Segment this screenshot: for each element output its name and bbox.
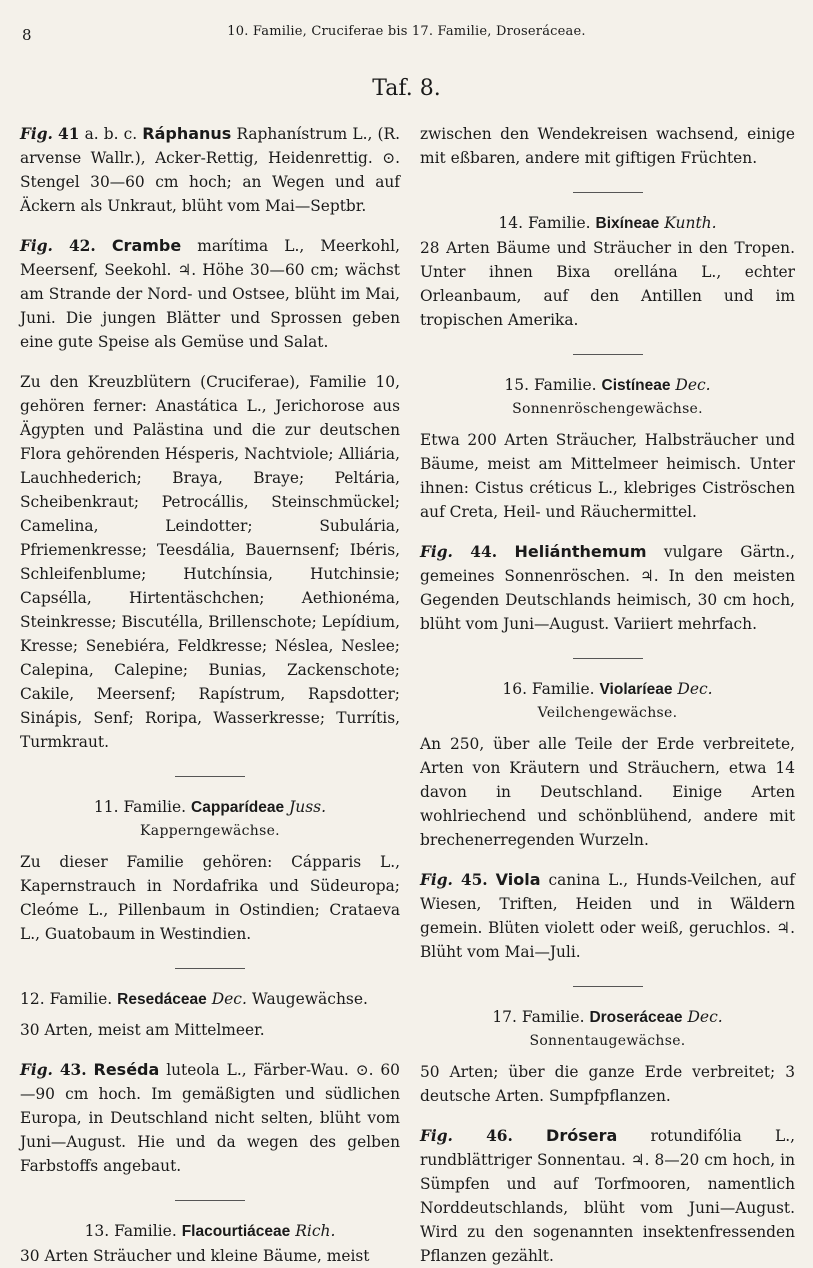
family-17-text: 50 Arten; über die ganze Erde verbreitet; 3 deutsche Arten. Sumpfpflanzen. [420, 1063, 795, 1105]
family-name: Violaríeae [599, 681, 673, 698]
fig-45-entry [420, 868, 795, 964]
genus-name: Drósera [546, 1126, 618, 1145]
family-name: Cistíneae [601, 377, 671, 394]
family-subtitle: Waugewächse. [251, 990, 368, 1008]
family-15-subtitle: Sonnenröschengewächse. [512, 401, 703, 417]
family-17-heading [420, 1005, 795, 1030]
family-author: Rich. [295, 1222, 336, 1240]
entry-text: marítima L., Meerkohl, Meersenf, Seekohl. ♃. Höhe 30—60 cm; wächst am Strande der Nord- und Ostsee, blüht im Mai, Juni. Die jungen Blätter und Sprossen geben eine gute Speise als Gemüse und Salat. [20, 237, 400, 351]
plate-title: Taf. 8. [372, 76, 441, 101]
fig-43-entry [20, 1058, 400, 1178]
entry-text: luteola L., Färber-Wau. ⊙. 60—90 cm hoch. Im gemäßigten und südlichen Europa, in Deutschland nicht selten, blüht vom Juni—August. Hie und da wegen des gelben Farbstoffs angebaut. [20, 1061, 400, 1175]
fig-label: Fig. [420, 1127, 453, 1145]
running-head: 10. Familie, Cruciferae bis 17. Familie, Droseráceae. [227, 24, 586, 39]
section-divider [175, 1200, 245, 1201]
fig-number: 45. [460, 871, 488, 889]
fig-46-entry [420, 1124, 795, 1268]
genus-name: Reséda [93, 1060, 160, 1079]
genus-name: Viola [495, 870, 541, 889]
family-number: 14. Familie. [498, 214, 591, 232]
cruciferae-paragraph: Zu den Kreuzblütern (Cruciferae), Familie 10, gehören ferner: Anastática L., Jerichorose aus Ägypten und Palästina und die zur deutschen Flora gehörenden Hésperis, Nachtviole; Alliária, Lauchhederich; Braya, Braye; Peltária, Scheibenkraut; Petrocállis, Steinschmückel; Camelina, Leindotter; Subulária, Pfriemenkresse; Teesdália, Bauernsenf; Ibéris, Schleifenblume; Hutchínsia, Hutchinsie; Capsélla, Hirtentäschchen; Aethionéma, Steinkresse; Biscutélla, Brillenschote; Lepídium, Kresse; Senebiéra, Feldkresse; Néslea, Neslee; Calepina, Calepine; Bunias, Zackenschote; Cakile, Meersenf; Rapístrum, Rapsdotter; Sinápis, Senf; Roripa, Wasserkresse; Turrítis, Turmkraut. [20, 373, 401, 751]
family-13-continuation: zwischen den Wendekreisen wachsend, einige mit eßbaren, andere mit giftigen Früchten. [420, 125, 795, 167]
family-name: Bixíneae [595, 215, 660, 232]
section-divider [175, 968, 245, 969]
right-column [420, 122, 795, 1268]
section-divider [573, 192, 643, 193]
fig-label: Fig. [420, 543, 453, 561]
family-12-text: 30 Arten, meist am Mittelmeer. [20, 1021, 265, 1039]
fig-41-entry [20, 122, 400, 218]
family-number: 17. Familie. [492, 1008, 585, 1026]
section-divider [573, 986, 643, 987]
family-16-subtitle: Veilchengewächse. [537, 705, 678, 721]
section-divider [573, 658, 643, 659]
entry-text: canina L., Hunds-Veilchen, auf Wiesen, Triften, Heiden und in Wäldern gemein. Blüten violett oder weiß, geruchlos. ♃. Blüht vom Mai—Juli. [420, 871, 795, 961]
family-name: Flacourtiáceae [181, 1223, 291, 1240]
section-divider [573, 354, 643, 355]
family-author: Dec. [687, 1008, 723, 1026]
genus-name: Crambe [111, 236, 182, 255]
family-17-subtitle: Sonnentaugewächse. [529, 1033, 686, 1049]
fig-label: Fig. [20, 125, 53, 143]
fig-number: 44. [470, 543, 498, 561]
genus-name: Ráphanus [142, 124, 232, 143]
page-number: 8 [22, 26, 32, 44]
fig-42-entry [20, 234, 400, 354]
family-16-heading [420, 677, 795, 702]
entry-text: Raphanístrum L., (R. arvense Wallr.), Acker-Rettig, Heidenrettig. ⊙. Stengel 30—60 cm hoch; an Wegen und auf Äckern als Unkraut, blüht vom Mai—Septbr. [20, 125, 400, 215]
family-author: Dec. [675, 376, 711, 394]
family-author: Juss. [289, 798, 327, 816]
family-15-heading [420, 373, 795, 398]
family-11-heading [20, 795, 400, 820]
family-number: 13. Familie. [84, 1222, 177, 1240]
family-11-text: Zu dieser Familie gehören: Cápparis L., Kapernstrauch in Nordafrika und Südeuropa; Cleóme L., Pillenbaum in Ostindien; Crataeva L., Guatobaum in Westindien. [20, 853, 400, 943]
family-number: 15. Familie. [504, 376, 597, 394]
family-name: Resedáceae [117, 991, 207, 1008]
family-14-heading [420, 211, 795, 236]
family-author: Dec. [211, 990, 247, 1008]
fig-label: Fig. [20, 237, 53, 255]
fig-number: 41 [58, 125, 80, 143]
family-12-heading [20, 987, 400, 1012]
fig-number: 43. [59, 1061, 87, 1079]
family-15-text: Etwa 200 Arten Sträucher, Halbsträucher und Bäume, meist am Mittelmeer heimisch. Unter ihnen: Cistus créticus L., klebriges Ciströschen auf Creta, Heil- und Räuchermittel. [420, 431, 795, 521]
family-11-subtitle: Kapperngewächse. [140, 823, 280, 839]
family-name: Droseráceae [589, 1009, 683, 1026]
genus-name: Heliánthemum [514, 542, 647, 561]
fig-label: Fig. [420, 871, 453, 889]
left-column [20, 122, 400, 1268]
family-author: Kunth. [664, 214, 717, 232]
fig-44-entry [420, 540, 795, 636]
family-14-text: 28 Arten Bäume und Sträucher in den Tropen. Unter ihnen Bixa orellána L., echter Orleanbaum, auf den Antillen und im tropischen Amerika. [420, 239, 795, 329]
family-16-text: An 250, über alle Teile der Erde verbreitete, Arten von Kräutern und Sträuchern, etwa 14 davon in Deutschland. Einige Arten wohlriechend und schönblühend, andere mit brechenerregenden Wurzeln. [420, 735, 795, 849]
fig-label: Fig. [20, 1061, 53, 1079]
family-name: Capparídeae [191, 799, 285, 816]
entry-text: rotundifólia L., rundblättriger Sonnentau. ♃. 8—20 cm hoch, in Sümpfen und auf Torfmooren, namentlich Norddeutschlands, blüht vom Juni—August. Wird zu den sogenannten insektenfressenden Pflanzen gezählt. [420, 1127, 795, 1265]
fig-number: 42. [68, 237, 96, 255]
entry-text: vulgare Gärtn., gemeines Sonnenröschen. ♃. In den meisten Gegenden Deutschlands heimisch, 30 cm hoch, blüht vom Juni—August. Variiert mehrfach. [420, 543, 795, 633]
family-number: 11. Familie. [93, 798, 187, 816]
fig-number: 46. [486, 1127, 513, 1145]
family-number: 12. Familie. [20, 990, 113, 1008]
fig-subparts: a. b. c. [84, 125, 138, 143]
family-number: 16. Familie. [502, 680, 595, 698]
family-13-heading [20, 1219, 400, 1244]
family-13-text: 30 Arten Sträucher und kleine Bäume, meist [20, 1247, 370, 1265]
family-author: Dec. [677, 680, 713, 698]
section-divider [175, 776, 245, 777]
